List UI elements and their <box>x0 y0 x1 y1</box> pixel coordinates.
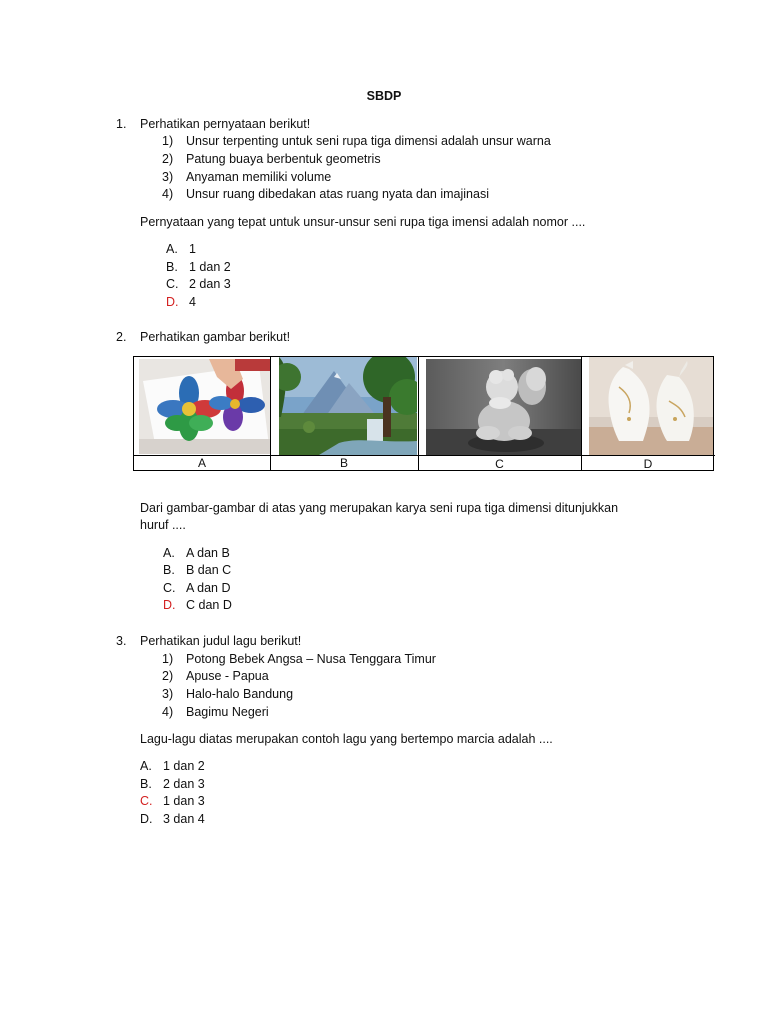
image-label-a: A <box>197 456 206 470</box>
q1-option-letter: C. <box>166 277 179 291</box>
q1-option-text: 1 dan 2 <box>189 260 231 274</box>
q3-song-number: 2) <box>162 669 174 683</box>
q3-song-title: Apuse - Papua <box>186 669 269 683</box>
q1-statement-number: 2) <box>162 152 174 166</box>
q2-answer-letter: D. <box>163 598 176 612</box>
q3-song-title: Potong Bebek Angsa – Nusa Tenggara Timur <box>186 652 436 666</box>
q1-option-text: 4 <box>189 295 196 309</box>
q1-statement-text: Unsur terpenting untuk seni rupa tiga dimensi adalah unsur warna <box>186 134 551 148</box>
q2-prompt: Perhatikan gambar berikut! <box>140 330 291 344</box>
q3-song-title: Halo-halo Bandung <box>186 687 294 701</box>
image-label-c: C <box>495 457 504 471</box>
q3-option-letter: B. <box>140 777 152 791</box>
ceramic-vases-image <box>589 357 713 455</box>
q1-number: 1. <box>116 117 127 131</box>
q3-number: 3. <box>116 634 127 648</box>
q3-option-text: 1 dan 3 <box>163 794 205 808</box>
q3-song-title: Bagimu Negeri <box>186 705 269 719</box>
q2-option-text: B dan C <box>186 563 232 577</box>
q2-option-text: C dan D <box>186 598 232 612</box>
q2-question-line1: Dari gambar-gambar di atas yang merupakan karya seni rupa tiga dimensi ditunjukkan <box>140 501 619 515</box>
q3-answer-letter: C. <box>140 794 153 808</box>
q3-song-number: 3) <box>162 687 174 701</box>
angel-statue-image <box>426 359 581 455</box>
q2-option-text: A dan B <box>186 546 230 560</box>
q1-question: Pernyataan yang tepat untuk unsur-unsur seni rupa tiga imensi adalah nomor .... <box>140 215 586 229</box>
q1-prompt: Perhatikan pernyataan berikut! <box>140 117 311 131</box>
q3-song-number: 1) <box>162 652 174 666</box>
q1-statement-number: 3) <box>162 170 174 184</box>
q2-option-letter: B. <box>163 563 175 577</box>
page-title: SBDP <box>366 89 402 103</box>
q1-statement-number: 1) <box>162 134 174 148</box>
q3-question: Lagu-lagu diatas merupakan contoh lagu yang bertempo marcia adalah .... <box>140 732 553 746</box>
q3-option-text: 1 dan 2 <box>163 759 205 773</box>
q2-question-line2: huruf .... <box>140 518 186 532</box>
q1-option-letter: B. <box>166 260 178 274</box>
image-label-d: D <box>643 457 653 471</box>
q2-option-text: A dan D <box>186 581 231 595</box>
q3-option-letter: A. <box>140 759 152 773</box>
image-label-b: B <box>339 456 348 470</box>
image-table <box>133 356 714 471</box>
q1-answer-letter: D. <box>166 295 179 309</box>
q3-option-text: 2 dan 3 <box>163 777 205 791</box>
q2-option-letter: A. <box>163 546 175 560</box>
q2-option-letter: C. <box>163 581 176 595</box>
q1-option-text: 1 <box>189 242 196 256</box>
flower-painting-image <box>139 359 270 454</box>
q3-song-number: 4) <box>162 705 174 719</box>
q1-option-letter: A. <box>166 242 178 256</box>
q1-statement-number: 4) <box>162 187 174 201</box>
q3-prompt: Perhatikan judul lagu berikut! <box>140 634 302 648</box>
landscape-painting-image <box>279 357 417 455</box>
q1-statement-text: Unsur ruang dibedakan atas ruang nyata dan imajinasi <box>186 187 489 201</box>
q3-option-text: 3 dan 4 <box>163 812 205 826</box>
q1-statement-text: Patung buaya berbentuk geometris <box>186 152 381 166</box>
q3-option-letter: D. <box>140 812 153 826</box>
q2-number: 2. <box>116 330 127 344</box>
q1-statement-text: Anyaman memiliki volume <box>186 170 332 184</box>
q1-option-text: 2 dan 3 <box>189 277 231 291</box>
